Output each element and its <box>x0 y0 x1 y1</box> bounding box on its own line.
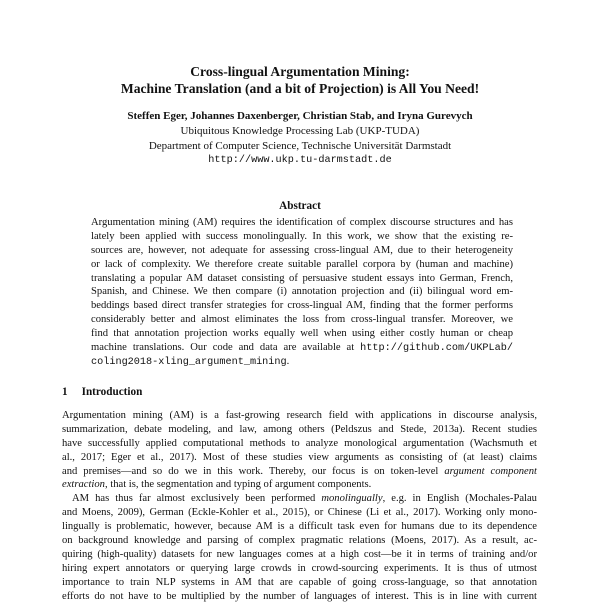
text-line <box>91 244 513 258</box>
text-span: lately been applied with success monolingually. In this work, we show that the existing re- <box>91 230 513 242</box>
text-span: lingually is problematic, however, because AM is a difficult task even for humans due to its dependence <box>62 521 537 533</box>
text-span: importance to train NLP systems in AM that are capable of going cross-language, so that annotation <box>62 576 537 588</box>
text-span: find that annotation projection works equally well when using either costly human or cheap <box>91 328 513 340</box>
abstract-body <box>91 216 513 369</box>
text-line <box>62 492 537 506</box>
text-span: translating a popular AM dataset consisting of persuasive student essays into German, French, <box>91 272 513 284</box>
text-line <box>62 576 537 590</box>
text-span: efforts do not have to be multiplied by the number of languages of interest. This is in line with current <box>62 590 537 602</box>
introduction-body <box>62 409 537 603</box>
text-span: , that is, the segmentation and typing of argument components. <box>104 479 372 491</box>
text-span: and Moens, 2009), German (Eckle-Kohler et al., 2015), or Chinese (Li et al., 2017). Working only mono- <box>62 507 537 519</box>
text-line <box>62 590 537 603</box>
section-number: 1 <box>62 386 68 398</box>
text-line <box>62 437 537 451</box>
text-line <box>91 272 513 286</box>
text-line <box>91 258 513 272</box>
text-line <box>62 506 537 520</box>
text-span: sources are, however, not adequate for assessing cross-lingual AM, due to their heterogeneity <box>91 244 513 256</box>
text-line <box>62 409 537 423</box>
text-line <box>62 423 537 437</box>
text-line <box>91 355 513 369</box>
url-link[interactable]: coling2018-xling_argument_mining <box>91 356 287 368</box>
italic-text: extraction <box>62 479 105 491</box>
italic-text: monolingually <box>321 493 383 505</box>
text-line <box>62 478 537 492</box>
text-span: machine translations. Our code and data are available at <box>91 342 361 354</box>
text-span: have successfully applied computational methods to analyze monological argumentation (Wachsmuth et <box>62 437 537 449</box>
affiliation: Ubiquitous Knowledge Processing Lab (UKP-TUDA) <box>180 125 420 137</box>
italic-text: argument component <box>444 465 538 477</box>
paper-title-line-1: Cross-lingual Argumentation Mining: <box>190 64 410 79</box>
text-line <box>91 313 513 327</box>
text-span: al., 2017; Eger et al., 2017). Most of these studies view arguments as consisting of (at least) claims <box>62 451 537 463</box>
text-line <box>62 534 537 548</box>
text-line <box>62 520 537 534</box>
text-span: Argumentation mining (AM) requires the identification of complex discourse structures and has <box>91 217 513 228</box>
text-span: , e.g. in English (Mochales-Palau <box>382 493 537 505</box>
text-span: hiring expert annotators or querying large crowds in crowd-sourcing experiments. It is thus of utmost <box>62 562 537 574</box>
text-span: . <box>286 355 290 367</box>
text-span: quiring (high-quality) datasets for new languages comes at a high cost—be it in terms of training and/or <box>62 548 537 560</box>
text-span: Argumentation mining (AM) is a fast-growing research field with applications in discourse analysis, <box>62 410 537 421</box>
text-line <box>62 465 537 479</box>
text-span: and premises—and so do we in this work. Thereby, our focus is on token-level <box>62 465 445 477</box>
text-line <box>91 327 513 341</box>
text-span: considerably better and almost eliminates the loss from cross-lingual transfer. Moreover, we <box>91 314 513 326</box>
lab-url[interactable]: http://www.ukp.tu-darmstadt.de <box>208 155 392 166</box>
section-heading-introduction <box>62 386 156 398</box>
text-span: AM has thus far almost exclusively been performed <box>72 493 322 505</box>
authors: Steffen Eger, Johannes Daxenberger, Christian Stab, and Iryna Gurevych <box>127 110 473 122</box>
text-span: on background knowledge and parsing of complex pragmatic relations (Moens, 2017). As a result, ac- <box>62 535 537 547</box>
text-line <box>91 341 513 355</box>
text-span: Spanish, and Chinese. We then compare (i) annotation projection and (ii) bilingual word em- <box>91 286 513 298</box>
text-span: summarization, debate modeling, and law, among others (Peldszus and Stede, 2013a). Recent studies <box>62 423 537 435</box>
text-line <box>62 562 537 576</box>
url-link[interactable]: http://github.com/UKPLab/ <box>360 343 513 355</box>
text-line <box>62 548 537 562</box>
text-line <box>62 451 537 465</box>
text-line <box>91 285 513 299</box>
text-line <box>91 216 513 230</box>
text-span: beddings based direct transfer strategies for cross-lingual AM, finding that the former performs <box>91 300 513 312</box>
text-line <box>91 230 513 244</box>
section-title: Introduction <box>81 386 143 398</box>
paper-title-line-2: Machine Translation (and a bit of Projection) is All You Need! <box>120 81 480 96</box>
abstract-heading: Abstract <box>279 200 321 212</box>
department: Department of Computer Science, Technische Universität Darmstadt <box>148 140 452 152</box>
text-line <box>91 299 513 313</box>
text-span: or lack of complexity. We therefore create suitable parallel corpora by (human and machine) <box>91 258 513 270</box>
